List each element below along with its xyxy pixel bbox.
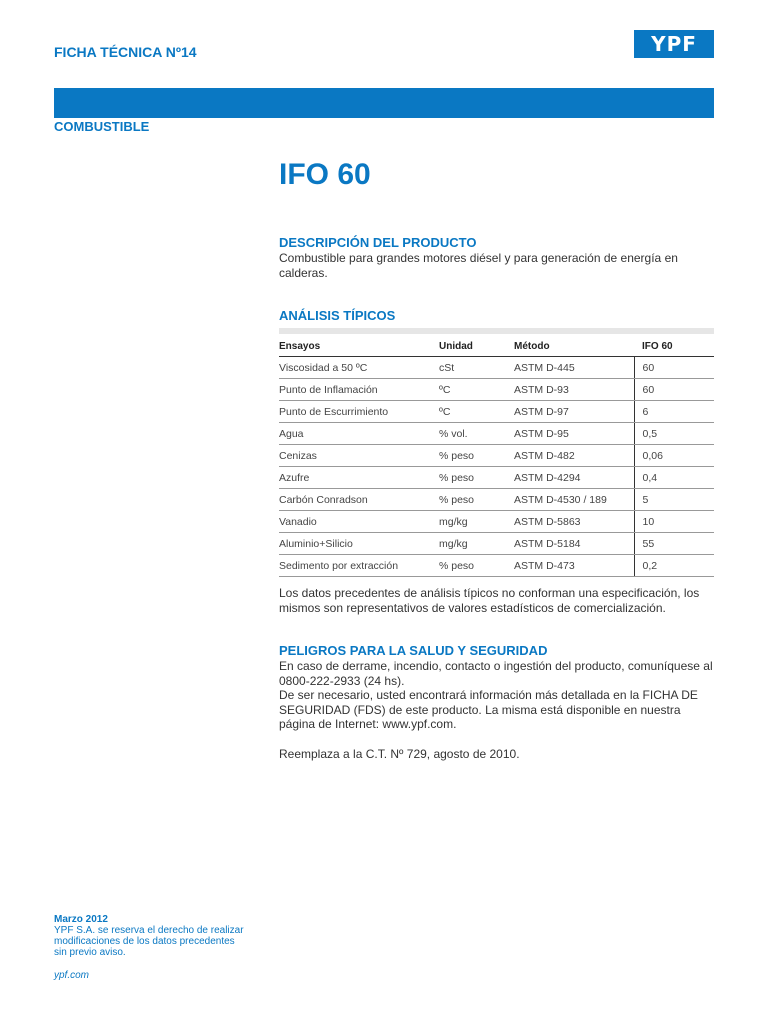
table-header-row	[279, 336, 714, 357]
cell-ensayo: Sedimento por extracción	[279, 555, 439, 577]
table-row	[279, 533, 714, 555]
cell-ensayo: Punto de Escurrimiento	[279, 401, 439, 423]
cell-unidad: ºC	[439, 379, 514, 401]
cell-unidad: % vol.	[439, 423, 514, 445]
ypf-logo: YPF	[634, 30, 714, 58]
header-band	[54, 88, 714, 118]
cell-metodo: ASTM D-445	[514, 357, 634, 379]
cell-unidad: % peso	[439, 555, 514, 577]
cell-unidad: % peso	[439, 467, 514, 489]
cell-metodo: ASTM D-95	[514, 423, 634, 445]
table-row	[279, 445, 714, 467]
column-header-unidad: Unidad	[439, 336, 514, 357]
cell-metodo: ASTM D-4294	[514, 467, 634, 489]
document-number: FICHA TÉCNICA Nº14	[54, 44, 197, 60]
cell-ensayo: Azufre	[279, 467, 439, 489]
cell-valor: 60	[634, 379, 714, 401]
analysis-heading: ANÁLISIS TÍPICOS	[279, 308, 396, 323]
cell-ensayo: Punto de Inflamación	[279, 379, 439, 401]
cell-ensayo: Aluminio+Silicio	[279, 533, 439, 555]
footer	[54, 914, 244, 981]
table-top-bar	[279, 328, 714, 334]
description-text: Combustible para grandes motores diésel y para generación de energía en calderas.	[279, 251, 678, 280]
table-row	[279, 379, 714, 401]
table-row	[279, 489, 714, 511]
footer-disclaimer: YPF S.A. se reserva el derecho de realizar modificaciones de los datos precedentes sin previo aviso.	[54, 925, 244, 958]
footer-website-link[interactable]: ypf.com	[54, 970, 90, 981]
cell-unidad: mg/kg	[439, 533, 514, 555]
product-title: IFO 60	[279, 158, 371, 191]
safety-fds-info: De ser necesario, usted encontrará información más detallada en la FICHA DE SEGURIDAD (FDS) de este producto. La misma está disponible en nuestra página de Internet: www.ypf.com.	[279, 688, 698, 731]
cell-metodo: ASTM D-4530 / 189	[514, 489, 634, 511]
table-row	[279, 423, 714, 445]
cell-valor: 5	[634, 489, 714, 511]
cell-valor: 6	[634, 401, 714, 423]
column-header-metodo: Método	[514, 336, 634, 357]
table-row	[279, 555, 714, 577]
cell-valor: 0,2	[634, 555, 714, 577]
column-header-ensayos: Ensayos	[279, 336, 439, 357]
cell-metodo: ASTM D-5863	[514, 511, 634, 533]
cell-metodo: ASTM D-97	[514, 401, 634, 423]
category-label: COMBUSTIBLE	[54, 119, 150, 134]
footer-date: Marzo 2012	[54, 914, 108, 925]
cell-metodo: ASTM D-473	[514, 555, 634, 577]
safety-heading: PELIGROS PARA LA SALUD Y SEGURIDAD	[279, 643, 548, 658]
description-heading: DESCRIPCIÓN DEL PRODUCTO	[279, 235, 477, 250]
cell-ensayo: Agua	[279, 423, 439, 445]
replaces-note: Reemplaza a la C.T. Nº 729, agosto de 2010.	[279, 747, 520, 761]
cell-valor: 55	[634, 533, 714, 555]
cell-unidad: mg/kg	[439, 511, 514, 533]
cell-ensayo: Vanadio	[279, 511, 439, 533]
cell-unidad: cSt	[439, 357, 514, 379]
cell-ensayo: Carbón Conradson	[279, 489, 439, 511]
cell-metodo: ASTM D-93	[514, 379, 634, 401]
table-row	[279, 511, 714, 533]
cell-metodo: ASTM D-482	[514, 445, 634, 467]
cell-ensayo: Viscosidad a 50 ºC	[279, 357, 439, 379]
cell-unidad: % peso	[439, 445, 514, 467]
table-row	[279, 467, 714, 489]
cell-valor: 0,06	[634, 445, 714, 467]
cell-ensayo: Cenizas	[279, 445, 439, 467]
column-header-ifo60: IFO 60	[634, 336, 714, 357]
safety-text	[279, 659, 719, 732]
cell-unidad: % peso	[439, 489, 514, 511]
cell-metodo: ASTM D-5184	[514, 533, 634, 555]
cell-unidad: ºC	[439, 401, 514, 423]
analysis-table	[279, 336, 714, 577]
cell-valor: 10	[634, 511, 714, 533]
cell-valor: 0,5	[634, 423, 714, 445]
table-row	[279, 357, 714, 379]
table-row	[279, 401, 714, 423]
analysis-note: Los datos precedentes de análisis típicos no conforman una especificación, los mismos son representativos de valores estadísticos de comercialización.	[279, 586, 700, 615]
cell-valor: 0,4	[634, 467, 714, 489]
safety-contact: En caso de derrame, incendio, contacto o ingestión del producto, comuníquese al 0800-222-2933 (24 hs).	[279, 659, 713, 688]
cell-valor: 60	[634, 357, 714, 379]
